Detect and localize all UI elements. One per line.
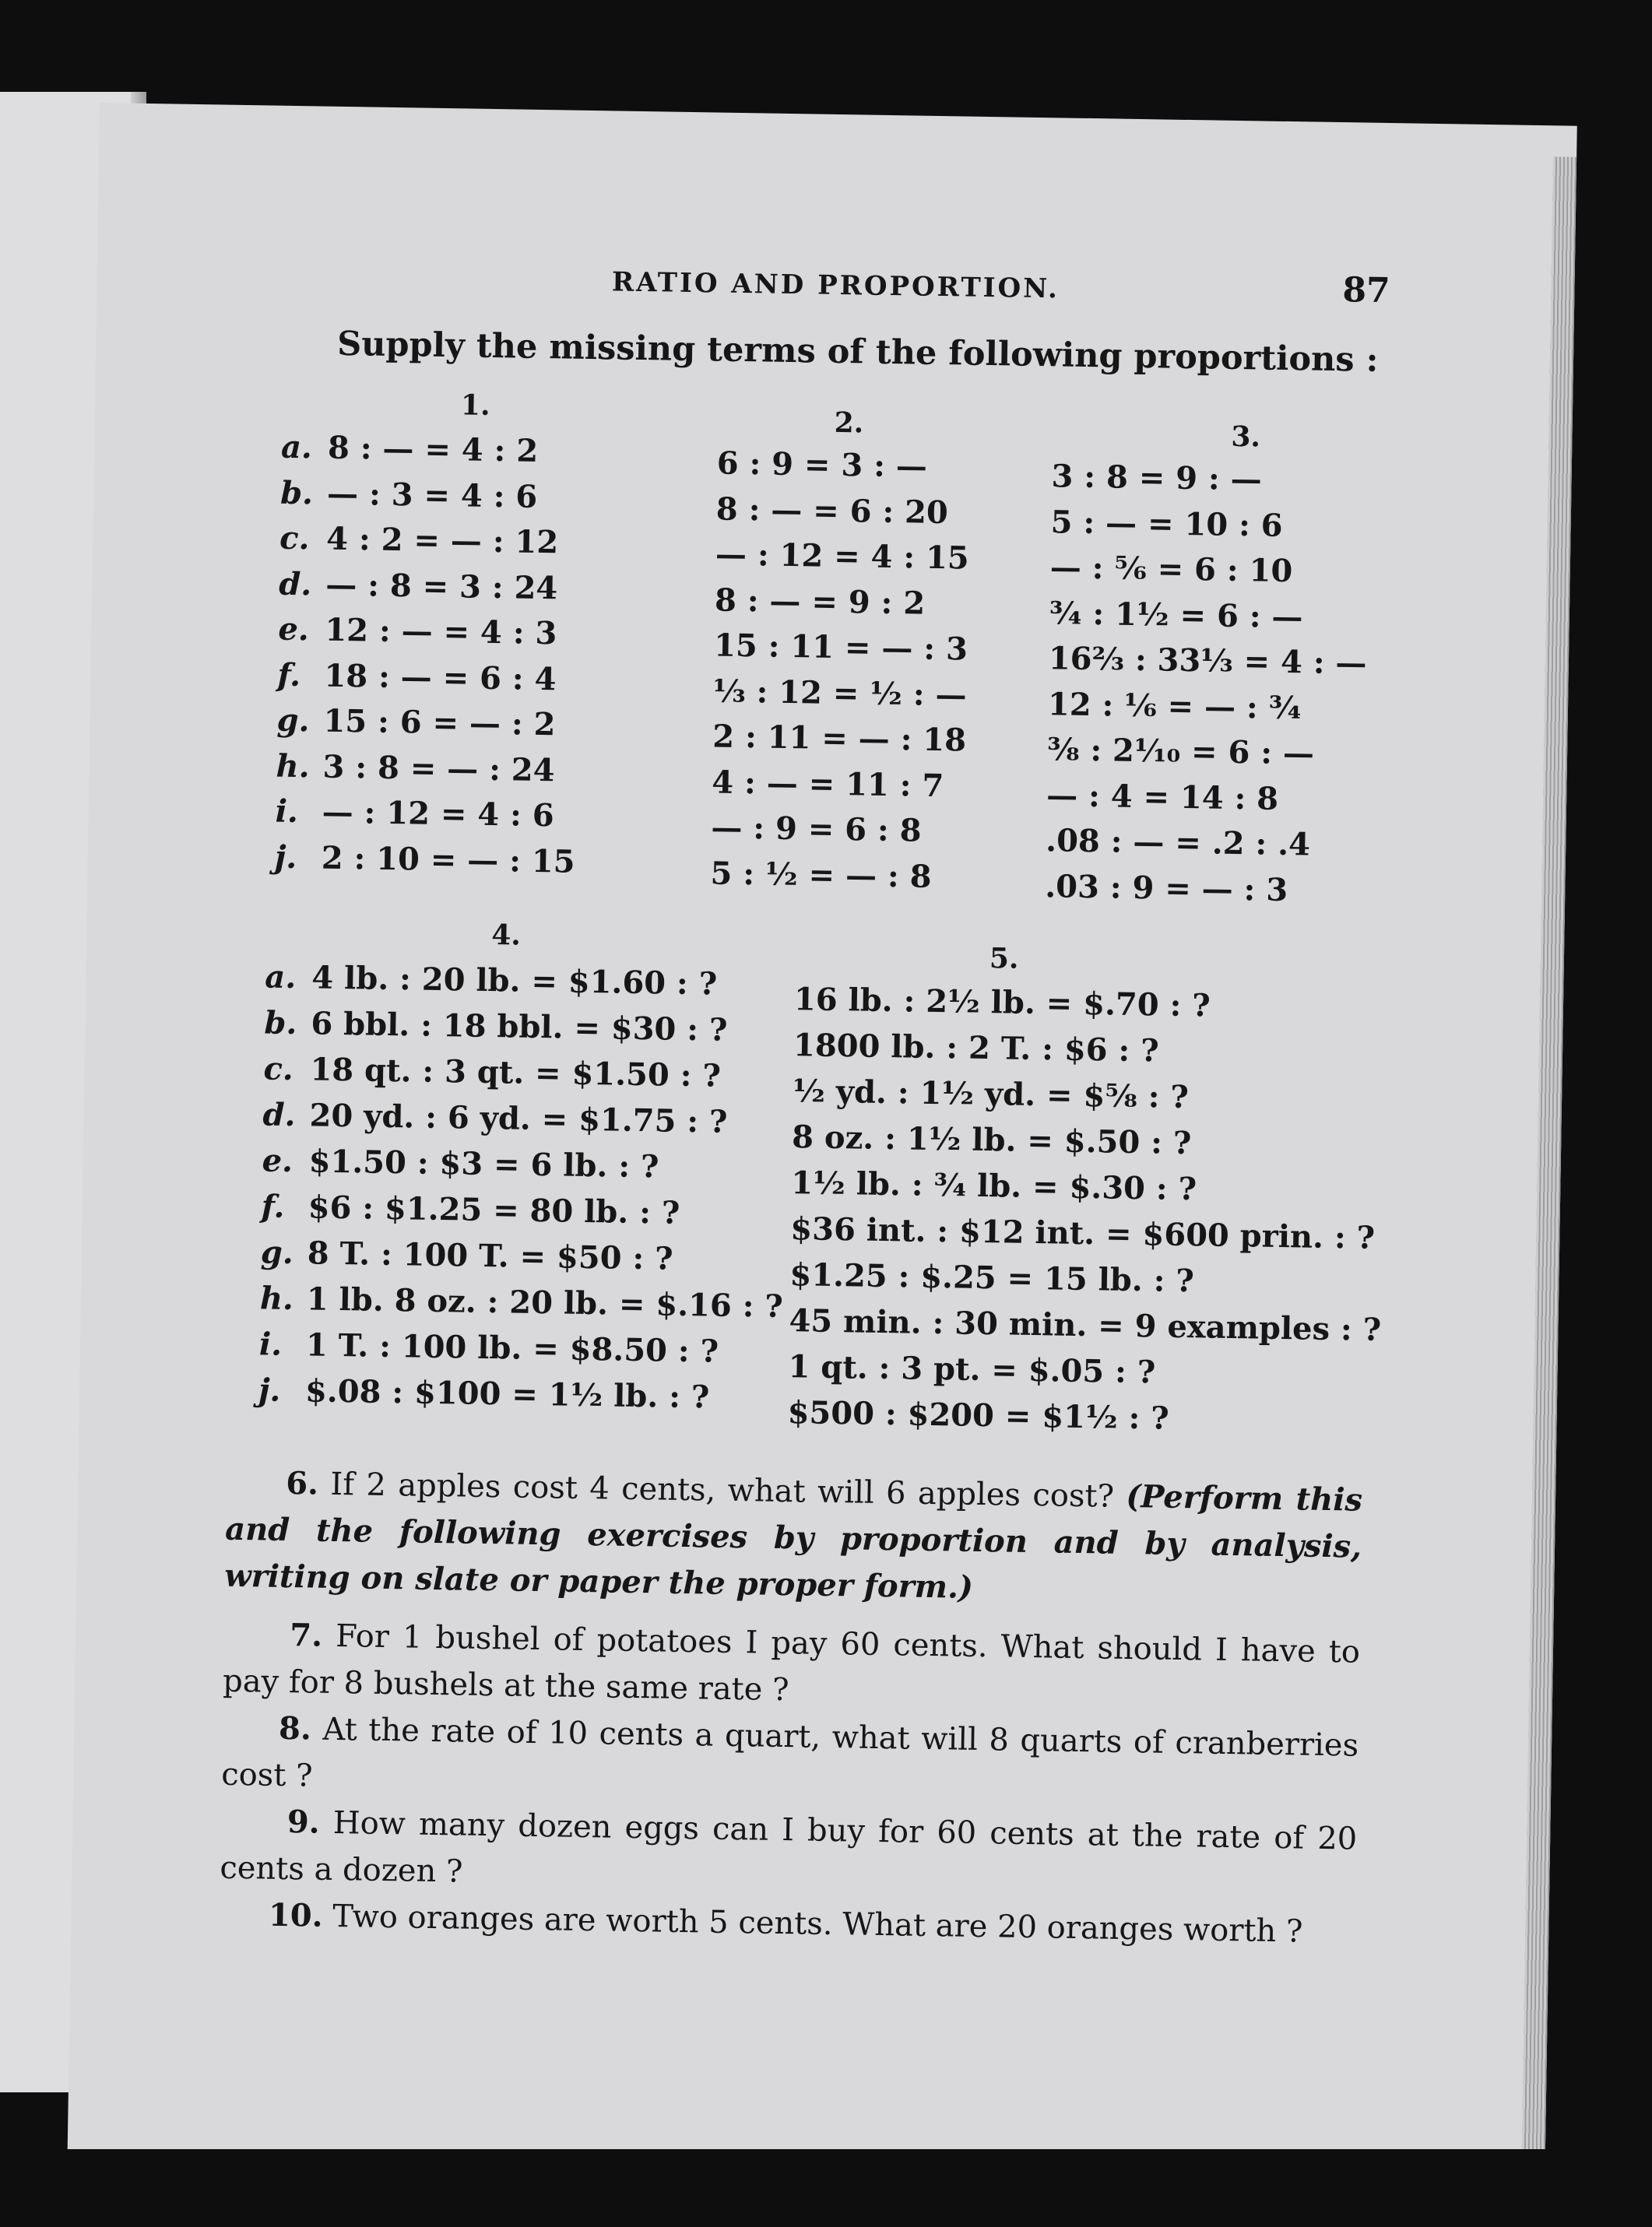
running-header: RATIO AND PROPORTION. xyxy=(611,266,1060,305)
set1-item-label: c. xyxy=(279,519,310,557)
set4-item-label: e. xyxy=(262,1142,293,1180)
set1-item-text: 15 : 6 = — : 2 xyxy=(323,702,556,743)
set1-item xyxy=(277,652,578,703)
set4-item-label: a. xyxy=(265,958,297,996)
set3-number: 3. xyxy=(1231,420,1261,454)
set2-item: 8 : — = 9 : 2 xyxy=(714,581,926,622)
set1-number: 1. xyxy=(460,388,490,422)
set4-item xyxy=(258,1367,782,1421)
set3-item: — : ⅚ = 6 : 10 xyxy=(1049,549,1293,590)
set4-item-text: 8 T. : 100 T. = $50 : ? xyxy=(307,1235,673,1277)
set1-item xyxy=(279,516,581,567)
exercise-6-text: If 2 apples cost 4 cents, what will 6 apples cost? xyxy=(330,1466,1115,1515)
set2-number: 2. xyxy=(834,406,864,440)
set3-item: 3 : 8 = 9 : — xyxy=(1051,458,1263,498)
set4-item-label: f. xyxy=(261,1188,285,1225)
exercise-10-text: Two oranges are worth 5 cents. What are 20 oranges worth ? xyxy=(332,1898,1303,1950)
set4-item xyxy=(262,1091,786,1146)
set2-item: — : 9 = 6 : 8 xyxy=(711,809,922,849)
exercise-6-number: 6. xyxy=(285,1464,319,1502)
set4-item-text: $1.50 : $3 = 6 lb. : ? xyxy=(308,1143,659,1186)
set5-item: 45 min. : 30 min. = 9 examples : ? xyxy=(789,1302,1382,1349)
set5-item: 8 oz. : 1½ lb. = $.50 : ? xyxy=(791,1119,1192,1162)
exercise-9-text: How many dozen eggs can I buy for 60 cents at the rate of 20 cents a dozen ? xyxy=(220,1804,1358,1890)
set3-item: .03 : 9 = — : 3 xyxy=(1044,867,1288,908)
set5-item: $1.25 : $.25 = 15 lb. : ? xyxy=(789,1256,1195,1300)
set5-item: 1 qt. : 3 pt. = $.05 : ? xyxy=(788,1348,1156,1391)
set4-item-text: 4 lb. : 20 lb. = $1.60 : ? xyxy=(311,959,718,1003)
exercise-8-number: 8. xyxy=(278,1709,312,1748)
set4-item-label: g. xyxy=(260,1234,294,1272)
exercise-8 xyxy=(221,1705,1359,1816)
set3-item: ⅜ : 2¹⁄₁₀ = 6 : — xyxy=(1046,731,1315,772)
set1-item-text: 8 : — = 4 : 2 xyxy=(327,429,539,469)
set4-item xyxy=(263,1045,787,1100)
set5-item: $36 int. : $12 int. = $600 prin. : ? xyxy=(790,1210,1376,1256)
set1-item-label: b. xyxy=(279,474,314,511)
set3-item: 12 : ⅙ = — : ¾ xyxy=(1047,685,1302,726)
set4-item-label: h. xyxy=(259,1280,294,1318)
set1-item-text: 4 : 2 = — : 12 xyxy=(325,520,559,561)
exercise-6 xyxy=(224,1459,1363,1618)
set1-item-text: — : 3 = 4 : 6 xyxy=(326,475,538,515)
set4-item-text: $.08 : $100 = 1½ lb. : ? xyxy=(304,1372,710,1416)
exercise-9-number: 9. xyxy=(286,1804,321,1841)
set2-item: 15 : 11 = — : 3 xyxy=(713,627,968,668)
set4-item xyxy=(259,1321,783,1375)
set4-item-text: 18 qt. : 3 qt. = $1.50 : ? xyxy=(310,1051,722,1094)
set1-item xyxy=(276,743,577,794)
set1-item-text: — : 8 = 3 : 24 xyxy=(325,566,558,606)
set5-item: $500 : $200 = $1½ : ? xyxy=(787,1394,1170,1437)
set4-item-label: j. xyxy=(258,1372,281,1409)
set4-item xyxy=(259,1275,783,1330)
set1-item-label: g. xyxy=(276,701,310,739)
exercise-7-number: 7. xyxy=(290,1617,323,1654)
set2-list xyxy=(710,441,971,901)
set2-item: 8 : — = 6 : 20 xyxy=(715,490,949,531)
set5-item: 16 lb. : 2½ lb. = $.70 : ? xyxy=(793,981,1211,1024)
set1-item-label: j. xyxy=(274,838,297,876)
page-edge xyxy=(1522,156,1576,2149)
set1-item-text: 18 : — = 6 : 4 xyxy=(324,657,557,697)
exercise-9 xyxy=(220,1798,1358,1909)
set3-item: 16⅔ : 33⅓ = 4 : — xyxy=(1048,640,1367,682)
set2-item: — : 12 = 4 : 15 xyxy=(715,536,970,577)
exercise-7 xyxy=(223,1611,1361,1723)
set1-item xyxy=(279,561,580,612)
set4-item xyxy=(264,999,788,1054)
scanner-background-bottom xyxy=(0,2149,1652,2227)
exercise-6-note: (Perform this and the following exercises by proportion and by analysis, writing on slate or paper the proper form.) xyxy=(223,1477,1363,1606)
set1-item-label: i. xyxy=(275,792,299,831)
set1-item-text: — : 12 = 4 : 6 xyxy=(322,793,554,834)
exercise-7-text: For 1 bushel of potatoes I pay 60 cents. What should I have to pay for 8 bushels at the same rate ? xyxy=(222,1618,1361,1709)
set4-item xyxy=(260,1229,784,1284)
book-page xyxy=(68,103,1577,2173)
set2-item: 6 : 9 = 3 : — xyxy=(716,444,928,485)
set4-item-text: 1 T. : 100 lb. = $8.50 : ? xyxy=(305,1326,719,1370)
set4-item-label: i. xyxy=(258,1326,283,1363)
set4-number: 4. xyxy=(490,919,522,952)
set1-item xyxy=(275,789,576,840)
set1-list xyxy=(274,425,582,885)
set2-item: 5 : ½ = — : 8 xyxy=(710,854,932,895)
set1-item xyxy=(281,425,582,476)
set1-item-label: e. xyxy=(278,610,310,648)
exercise-10-number: 10. xyxy=(268,1896,323,1934)
set5-list xyxy=(787,976,1387,1445)
set5-number: 5. xyxy=(989,942,1019,975)
set1-item xyxy=(280,470,582,521)
set1-item-text: 3 : 8 = — : 24 xyxy=(322,748,555,789)
set2-item: 2 : 11 = — : 18 xyxy=(712,718,967,759)
set1-item-label: f. xyxy=(277,656,301,694)
set4-item xyxy=(265,954,789,1008)
set1-item-label: h. xyxy=(276,747,311,785)
set4-item xyxy=(261,1183,785,1238)
set1-item-label: a. xyxy=(280,428,313,466)
set4-item-text: 1 lb. 8 oz. : 20 lb. = $.16 : ? xyxy=(306,1280,784,1325)
set5-item: ½ yd. : 1½ yd. = $⅝ : ? xyxy=(792,1073,1190,1116)
page-number: 87 xyxy=(1342,270,1391,311)
set2-item: ⅓ : 12 = ½ : — xyxy=(712,672,967,714)
set4-list xyxy=(258,954,789,1421)
set1-item xyxy=(276,698,578,749)
set4-item-text: $6 : $1.25 = 80 lb. : ? xyxy=(308,1189,680,1231)
instruction: Supply the missing terms of the following proportions : xyxy=(336,324,1379,380)
set1-item xyxy=(278,607,579,658)
set5-item: 1800 lb. : 2 T. : $6 : ? xyxy=(793,1027,1159,1070)
set4-item-text: 20 yd. : 6 yd. = $1.75 : ? xyxy=(309,1097,728,1140)
set4-item xyxy=(262,1137,786,1192)
exercise-8-text: At the rate of 10 cents a quart, what will 8 quarts of cranberries cost ? xyxy=(220,1711,1359,1794)
set3-item: ¾ : 1½ = 6 : — xyxy=(1049,594,1303,635)
set3-list xyxy=(1045,454,1370,914)
set5-item: 1½ lb. : ¾ lb. = $.30 : ? xyxy=(790,1164,1197,1208)
set3-item: — : 4 = 14 : 8 xyxy=(1046,776,1279,817)
set3-item: .08 : — = .2 : .4 xyxy=(1045,822,1311,863)
set1-item-text: 12 : — = 4 : 3 xyxy=(325,611,557,652)
set4-item-label: c. xyxy=(263,1050,294,1088)
set2-item: 4 : — = 11 : 7 xyxy=(712,763,944,804)
set4-item-text: 6 bbl. : 18 bbl. = $30 : ? xyxy=(311,1005,728,1049)
set4-item-label: d. xyxy=(262,1096,296,1134)
set1-item xyxy=(274,834,575,885)
set1-item-label: d. xyxy=(278,565,312,602)
set3-item: 5 : — = 10 : 6 xyxy=(1050,503,1283,544)
set1-item-text: 2 : 10 = — : 15 xyxy=(321,839,575,880)
set4-item-label: b. xyxy=(264,1004,297,1042)
